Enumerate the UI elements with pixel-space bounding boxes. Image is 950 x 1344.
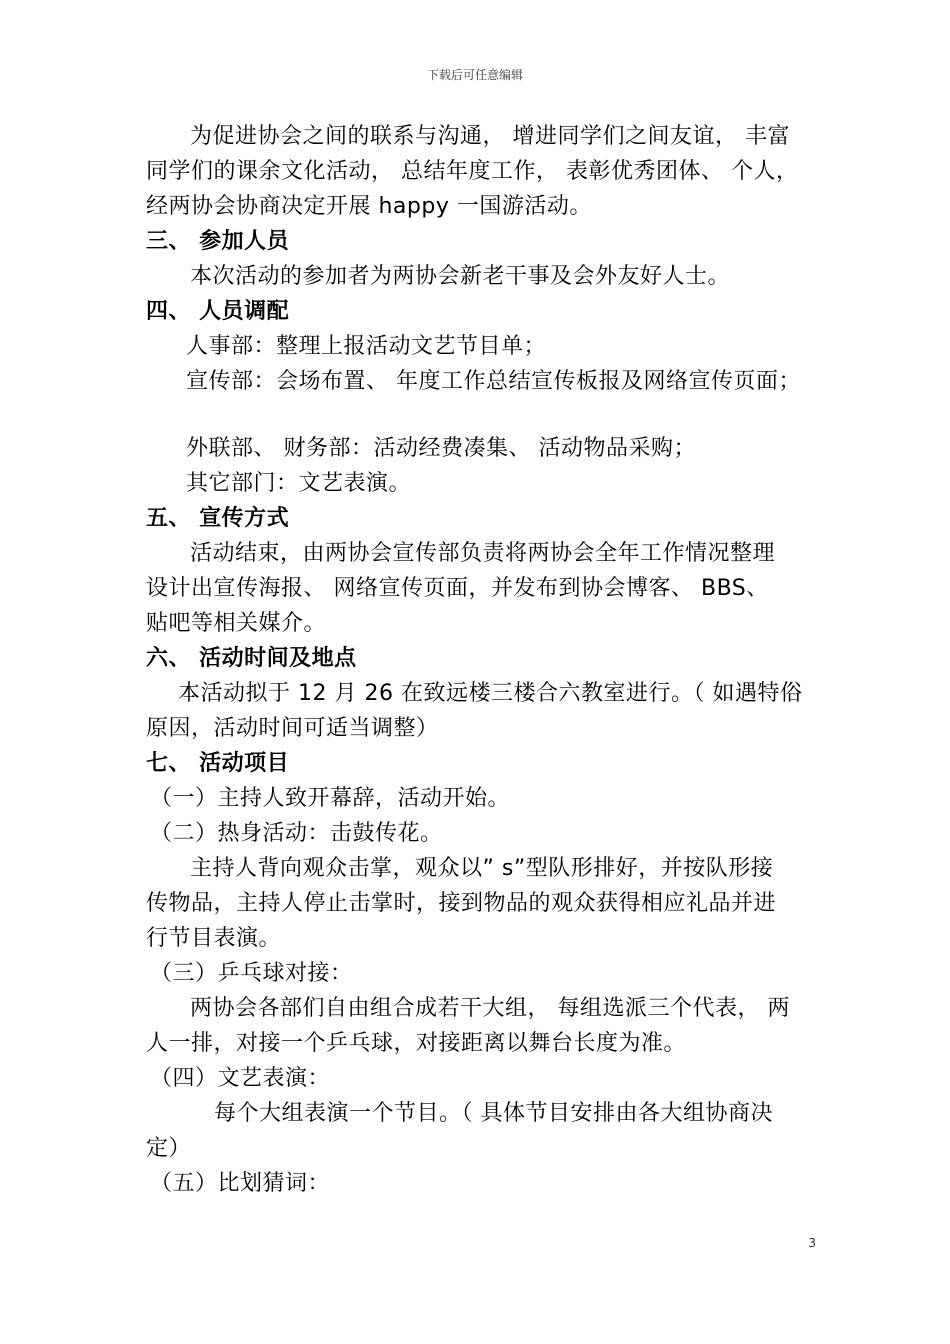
paragraph-line: 两协会各部们自由组合成若干大组， 每组选派三个代表， 两 — [190, 996, 790, 1021]
paragraph-line: 设计出宣传海报、 网络宣传页面，并发布到协会博客、 BBS、 — [146, 576, 769, 601]
section-heading: 五、 宣传方式 — [146, 506, 290, 531]
paragraph-line: 定） — [146, 1136, 192, 1161]
paragraph-line: 本次活动的参加者为两协会新老干事及会外友好人士。 — [190, 264, 731, 289]
paragraph-line: 人一排，对接一个乒乓球，对接距离以舞台长度为准。 — [146, 1031, 687, 1056]
sub-item: （五）比划猜词： — [150, 1171, 331, 1196]
paragraph-line: 本活动拟于 12 月 26 在致远楼三楼合六教室进行。（ 如遇特俗 — [178, 681, 803, 706]
paragraph-line: 贴吧等相关媒介。 — [146, 611, 327, 636]
page-header-note: 下载后可任意编辑 — [426, 68, 523, 82]
section-heading: 三、 参加人员 — [146, 229, 290, 254]
paragraph-line: 行节目表演。 — [146, 926, 282, 951]
paragraph-line: 宣传部：会场布置、 年度工作总结宣传板报及网络宣传页面； — [186, 369, 801, 394]
paragraph-line: 主持人背向观众击掌，观众以” s”型队形排好，并按队形接 — [190, 856, 774, 881]
page-number: 3 — [808, 1236, 816, 1250]
paragraph-line: 原因，活动时间可适当调整） — [146, 716, 439, 741]
paragraph-line: 经两协会协商决定开展 happy 一国游活动。 — [146, 194, 592, 219]
section-heading: 六、 活动时间及地点 — [146, 646, 357, 671]
sub-item: （三）乒乓球对接： — [150, 961, 353, 986]
paragraph-line: 活动结束，由两协会宣传部负责将两协会全年工作情况整理 — [190, 541, 776, 566]
paragraph-line: 为促进协会之间的联系与沟通， 增进同学们之间友谊， 丰富 — [190, 124, 790, 149]
sub-item: （四）文艺表演： — [150, 1066, 331, 1091]
sub-item: （一）主持人致开幕辞，活动开始。 — [150, 786, 511, 811]
sub-item: （二）热身活动：击鼓传花。 — [150, 821, 443, 846]
paragraph-line: 其它部门：文艺表演。 — [186, 471, 412, 496]
paragraph-line: 同学们的课余文化活动， 总结年度工作， 表彰优秀团体、 个人， — [146, 159, 799, 184]
paragraph-line: 传物品，主持人停止击掌时，接到物品的观众获得相应礼品并进 — [146, 891, 777, 916]
paragraph-line: 外联部、 财务部：活动经费凑集、 活动物品采购； — [186, 436, 696, 461]
paragraph-line: 每个大组表演一个节目。（ 具体节目安排由各大组协商决 — [214, 1101, 773, 1126]
paragraph-line: 人事部：整理上报活动文艺节目单； — [186, 334, 547, 359]
section-heading: 七、 活动项目 — [146, 751, 290, 776]
section-heading: 四、 人员调配 — [146, 299, 290, 324]
